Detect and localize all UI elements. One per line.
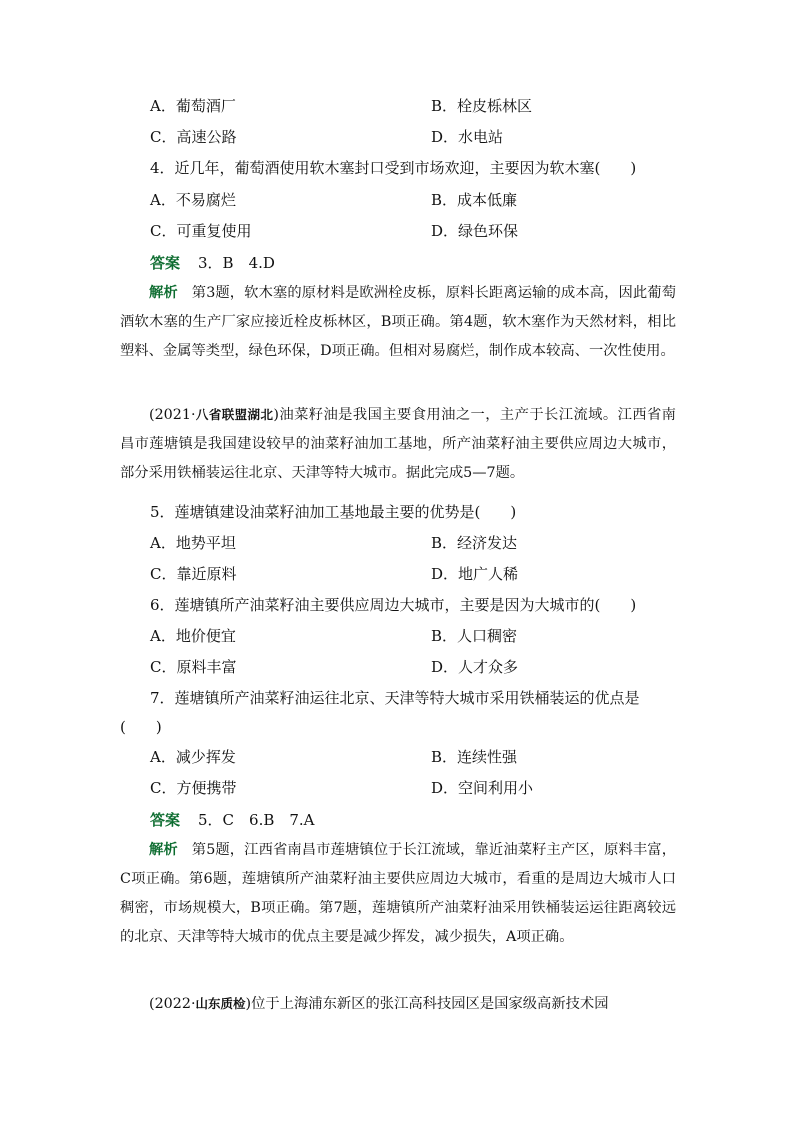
q5-option-a: A．地势平坦 — [150, 534, 236, 552]
passage-source: 山东质检 — [195, 996, 246, 1011]
q7-option-d: D．空间利用小 — [431, 779, 534, 797]
answer-row-3-4 — [0, 251, 794, 275]
answer-row-5-7 — [0, 808, 794, 832]
passage-prefix: (2021· — [149, 407, 196, 423]
q6-option-a: A．地价便宜 — [150, 627, 236, 645]
q3-options-row-1 — [0, 94, 794, 118]
q7-stem-row — [0, 686, 794, 710]
q4-option-a: A．不易腐烂 — [150, 191, 236, 209]
passage-5-7 — [120, 400, 676, 488]
q6-stem-row — [0, 593, 794, 617]
q5-stem: 5．莲塘镇建设油菜籽油加工基地最主要的优势是( ) — [150, 503, 517, 521]
q5-stem-row — [0, 500, 794, 524]
passage-prefix: (2022· — [149, 996, 196, 1012]
q3-options-row-2 — [0, 125, 794, 149]
analysis-3-4 — [120, 279, 676, 366]
analysis-label: 解析 — [149, 842, 178, 858]
answer-text: 5．C 6.B 7.A — [198, 811, 315, 829]
analysis-5-7 — [120, 836, 676, 952]
q6-stem: 6．莲塘镇所产油菜籽油主要供应周边大城市，主要是因为大城市的( ) — [150, 596, 637, 614]
q3-option-c: C．高速公路 — [150, 128, 237, 146]
q3-option-b: B．栓皮栎林区 — [431, 97, 533, 115]
q4-options-row-2 — [0, 219, 794, 243]
passage-text: )位于上海浦东新区的张江高科技园区是国家级高新技术园 — [245, 996, 609, 1012]
analysis-text: 第3题，软木塞的原材料是欧洲栓皮栎，原料长距离运输的成本高，因此葡萄酒软木塞的生产厂家应接近栓皮栎林区，B项正确。第4题，软木塞作为天然材料，相比塑料、金属等类型，绿色环保，D项正确。但相对易腐烂，制作成本较高、一次性使用。 — [120, 285, 677, 359]
q4-options-row-1 — [0, 188, 794, 212]
q5-option-c: C．靠近原料 — [150, 565, 237, 583]
q7-option-c: C．方便携带 — [150, 779, 237, 797]
q6-option-d: D．人才众多 — [431, 658, 519, 676]
q4-stem: 4．近几年，葡萄酒使用软木塞封口受到市场欢迎，主要因为软木塞( ) — [150, 159, 637, 177]
q6-options-row-1 — [0, 624, 794, 648]
answer-label: 答案 — [150, 254, 181, 272]
q7-stem-continuation: ( ) — [120, 718, 162, 736]
passage-next — [120, 989, 676, 1019]
q7-options-row-2 — [0, 776, 794, 800]
q6-option-b: B．人口稠密 — [431, 627, 518, 645]
q6-options-row-2 — [0, 655, 794, 679]
q7-stem: 7．莲塘镇所产油菜籽油运往北京、天津等特大城市采用铁桶装运的优点是 — [150, 689, 640, 707]
q7-option-b: B．连续性强 — [431, 748, 518, 766]
q4-stem-row — [0, 156, 794, 180]
q6-option-c: C．原料丰富 — [150, 658, 237, 676]
answer-text: 3．B 4.D — [198, 254, 275, 272]
q4-option-d: D．绿色环保 — [431, 222, 519, 240]
analysis-label: 解析 — [149, 285, 178, 301]
q7-option-a: A．减少挥发 — [150, 748, 236, 766]
q5-option-b: B．经济发达 — [431, 534, 518, 552]
q7-stem-continuation-row — [0, 715, 794, 739]
q5-option-d: D．地广人稀 — [431, 565, 519, 583]
q4-option-b: B．成本低廉 — [431, 191, 518, 209]
q7-options-row-1 — [0, 745, 794, 769]
answer-label: 答案 — [150, 811, 181, 829]
q3-option-d: D．水电站 — [431, 128, 504, 146]
q5-options-row-2 — [0, 562, 794, 586]
passage-text: )油菜籽油是我国主要食用油之一，主产于长江流域。江西省南昌市莲塘镇是我国建设较早的油菜籽油加工基地，所产油菜籽油主要供应周边大城市，部分采用铁桶装运往北京、天津等特大城市。据此完成5—7题。 — [120, 407, 676, 481]
passage-source: 八省联盟湖北 — [195, 407, 274, 422]
q3-option-a: A．葡萄酒厂 — [150, 97, 236, 115]
analysis-text: 第5题，江西省南昌市莲塘镇位于长江流域，靠近油菜籽主产区，原料丰富，C项正确。第6题，莲塘镇所产油菜籽油主要供应周边大城市，看重的是周边大城市人口稠密，市场规模大，B项正确。第7题，莲塘镇所产油菜籽油采用铁桶装运运往距离较远的北京、天津等特大城市的优点主要是减少挥发，减少损失，A项正确。 — [120, 842, 677, 945]
q4-option-c: C．可重复使用 — [150, 222, 252, 240]
q5-options-row-1 — [0, 531, 794, 555]
